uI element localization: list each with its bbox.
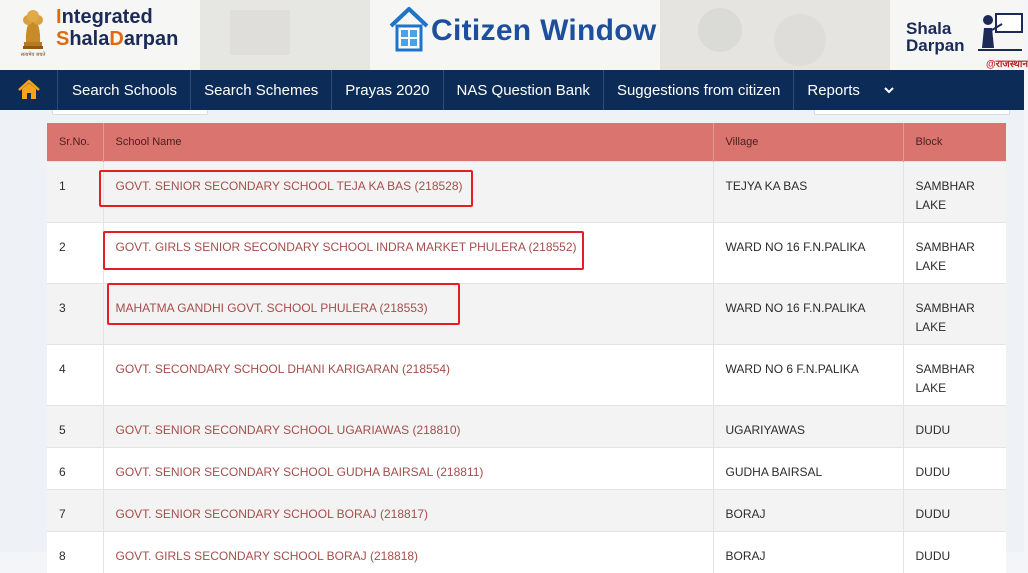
cell-sr: 7 [47, 489, 103, 531]
home-icon [18, 80, 40, 100]
table-row [47, 222, 1006, 283]
cell-sr: 6 [47, 447, 103, 489]
school-link[interactable]: MAHATMA GANDHI GOVT. SCHOOL PHULERA (218553) [115, 300, 428, 315]
main-navbar [0, 70, 1024, 110]
table-row [47, 344, 1006, 405]
cell-school [103, 222, 713, 283]
table-row [47, 161, 1006, 222]
cell-village: BORAJ [713, 489, 903, 531]
cell-school [103, 447, 713, 489]
school-link[interactable]: GOVT. SECONDARY SCHOOL DHANI KARIGARAN (218554) [115, 361, 451, 376]
school-link[interactable]: GOVT. GIRLS SENIOR SECONDARY SCHOOL INDRA MARKET PHULERA (218552) [115, 239, 577, 254]
cell-school [103, 489, 713, 531]
nav-reports[interactable]: Reports [807, 81, 860, 99]
cell-block: DUDU [903, 531, 1006, 573]
cell-school [103, 405, 713, 447]
cell-block: DUDU [903, 447, 1006, 489]
cell-sr: 1 [47, 161, 103, 222]
school-link[interactable]: GOVT. SENIOR SECONDARY SCHOOL BORAJ (218817) [115, 506, 429, 521]
school-link[interactable]: GOVT. SENIOR SECONDARY SCHOOL UGARIAWAS (218810) [115, 422, 461, 437]
brand-right-subtitle: @राजस्थान [986, 59, 1028, 70]
col-header-school-name: School Name [103, 123, 713, 161]
cell-sr: 3 [47, 283, 103, 344]
nav-search-schemes[interactable]: Search Schemes [191, 70, 332, 110]
table-row [47, 447, 1006, 489]
chevron-down-icon [883, 86, 895, 94]
nav-nas-question-bank[interactable]: NAS Question Bank [444, 70, 604, 110]
emblem-caption: सत्यमेव जयते [20, 52, 46, 58]
cell-school [103, 344, 713, 405]
page-title: Citizen Window [431, 14, 657, 47]
table-row [47, 283, 1006, 344]
cell-block: DUDU [903, 489, 1006, 531]
shala-darpan-rajasthan-logo[interactable]: Shala Darpan [906, 19, 965, 55]
search-box-bottom-edge [52, 110, 208, 115]
school-link[interactable]: GOVT. SENIOR SECONDARY SCHOOL GUDHA BAIRSAL (218811) [115, 464, 484, 479]
cell-village: UGARIYAWAS [713, 405, 903, 447]
cell-village: BORAJ [713, 531, 903, 573]
col-header-block: Block [903, 123, 1006, 161]
col-header-sr-no: Sr.No. [47, 123, 103, 161]
nav-prayas-2020[interactable]: Prayas 2020 [332, 70, 443, 110]
cell-block: SAMBHAR LAKE [903, 222, 1006, 283]
cell-school [103, 161, 713, 222]
integrated-shaladarpan-logo[interactable]: Integrated ShalaDarpan [56, 6, 179, 50]
cell-sr: 5 [47, 405, 103, 447]
nav-more-dropdown[interactable] [873, 70, 905, 110]
table-header-row [47, 123, 1006, 161]
cell-school [103, 283, 713, 344]
col-header-village: Village [713, 123, 903, 161]
cell-village: WARD NO 16 F.N.PALIKA [713, 283, 903, 344]
filter-box-bottom-edge [814, 110, 1010, 115]
cell-village: TEJYA KA BAS [713, 161, 903, 222]
cell-village: GUDHA BAIRSAL [713, 447, 903, 489]
citizen-window-house-icon [388, 4, 430, 54]
cell-sr: 8 [47, 531, 103, 573]
cell-school [103, 531, 713, 573]
cell-sr: 4 [47, 344, 103, 405]
table-row [47, 531, 1006, 573]
teacher-board-icon [976, 8, 1024, 56]
nav-search-schools[interactable]: Search Schools [58, 70, 191, 110]
table-row [47, 405, 1006, 447]
school-results-table-wrapper [47, 123, 1006, 563]
cell-block: SAMBHAR LAKE [903, 161, 1006, 222]
nav-suggestions-from-citizen[interactable]: Suggestions from citizen [604, 70, 794, 110]
national-emblem-icon [18, 6, 48, 58]
site-header [0, 0, 1028, 70]
cell-block: DUDU [903, 405, 1006, 447]
table-row [47, 489, 1006, 531]
cell-village: WARD NO 6 F.N.PALIKA [713, 344, 903, 405]
home-button[interactable] [0, 70, 58, 110]
cell-village: WARD NO 16 F.N.PALIKA [713, 222, 903, 283]
school-link[interactable]: GOVT. SENIOR SECONDARY SCHOOL TEJA KA BAS (218528) [115, 178, 463, 193]
cell-block: SAMBHAR LAKE [903, 283, 1006, 344]
school-results-table [47, 123, 1006, 573]
school-link[interactable]: GOVT. GIRLS SECONDARY SCHOOL BORAJ (218818) [115, 548, 419, 563]
cell-sr: 2 [47, 222, 103, 283]
cell-block: SAMBHAR LAKE [903, 344, 1006, 405]
